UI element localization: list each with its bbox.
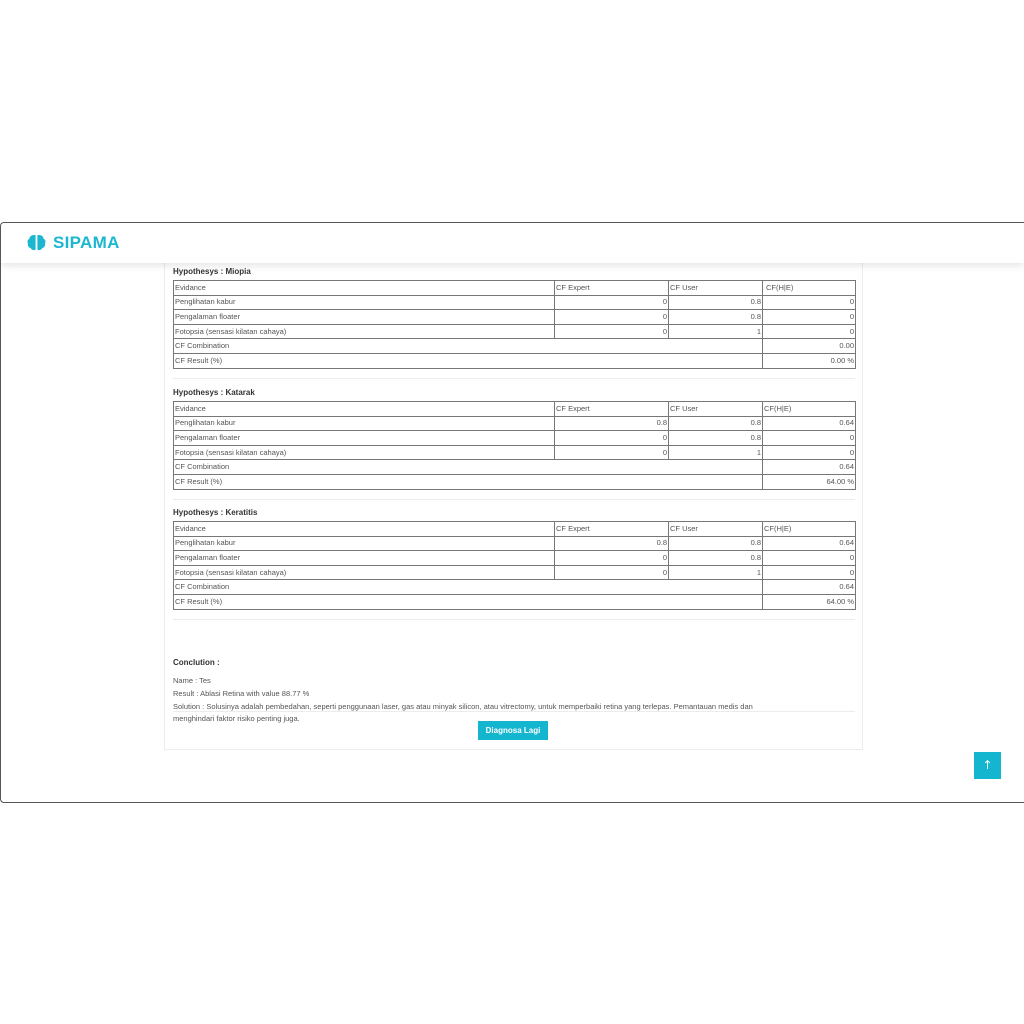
- cf-expert-cell: 0: [555, 445, 669, 460]
- cf-combination-label: CF Combination: [174, 339, 763, 354]
- divider: [173, 378, 855, 379]
- cf-expert-cell: 0: [555, 324, 669, 339]
- column-header: CF Expert: [555, 522, 669, 537]
- divider: [173, 619, 855, 620]
- cf-he-cell: 0: [763, 324, 856, 339]
- cf-expert-cell: 0: [555, 431, 669, 446]
- cf-he-cell: 0: [763, 431, 856, 446]
- table-row: [174, 295, 856, 310]
- cf-user-cell: 0.8: [669, 551, 763, 566]
- conclusion-solution-line-2: menghindari faktor risiko penting juga.: [173, 714, 300, 724]
- cf-he-cell: 0.64: [763, 416, 856, 431]
- cf-combination-value: 0.64: [763, 580, 856, 595]
- evidence-cell: Pengalaman floater: [174, 431, 555, 446]
- evidence-cell: Fotopsia (sensasi kilatan cahaya): [174, 445, 555, 460]
- evidence-cell: Pengalaman floater: [174, 310, 555, 325]
- cf-result-value: 0.00 %: [763, 353, 856, 368]
- hypothesis-section: [173, 267, 855, 369]
- browser-window: [0, 222, 1024, 803]
- evidence-cell: Fotopsia (sensasi kilatan cahaya): [174, 324, 555, 339]
- brand[interactable]: [27, 233, 120, 252]
- divider: [173, 499, 855, 500]
- table-row: [174, 324, 856, 339]
- table-row: [174, 551, 856, 566]
- cf-combination-label: CF Combination: [174, 580, 763, 595]
- column-header: CF User: [669, 522, 763, 537]
- scroll-to-top-button[interactable]: [974, 752, 1001, 779]
- table-header-row: [174, 522, 856, 537]
- column-header: Evidance: [174, 281, 555, 296]
- brand-name: SIPAMA: [53, 233, 120, 252]
- cf-combination-row: [174, 580, 856, 595]
- hypothesis-section: [173, 388, 855, 490]
- table-row: [174, 445, 856, 460]
- cf-result-row: [174, 353, 856, 368]
- table-row: [174, 416, 856, 431]
- conclusion-name: Name : Tes: [173, 676, 211, 685]
- hypothesis-section: [173, 508, 855, 610]
- column-header: Evidance: [174, 402, 555, 417]
- table-row: [174, 565, 856, 580]
- cf-user-cell: 1: [669, 445, 763, 460]
- hypothesis-title: Hypothesys : Katarak: [173, 388, 255, 397]
- cf-user-cell: 1: [669, 565, 763, 580]
- cf-expert-cell: 0: [555, 565, 669, 580]
- cf-expert-cell: 0: [555, 310, 669, 325]
- cf-user-cell: 0.8: [669, 431, 763, 446]
- cf-user-cell: 0.8: [669, 416, 763, 431]
- cf-combination-row: [174, 339, 856, 354]
- cf-result-value: 64.00 %: [763, 474, 856, 489]
- navbar: [1, 223, 1024, 263]
- column-header: CF User: [669, 281, 763, 296]
- hypothesis-table: [173, 521, 856, 610]
- arrow-up-icon: ↑: [982, 758, 993, 772]
- cf-user-cell: 0.8: [669, 310, 763, 325]
- evidence-cell: Fotopsia (sensasi kilatan cahaya): [174, 565, 555, 580]
- divider: [173, 711, 855, 712]
- cf-result-value: 64.00 %: [763, 594, 856, 609]
- cf-he-cell: 0: [763, 310, 856, 325]
- hypothesis-title: Hypothesys : Keratitis: [173, 508, 258, 517]
- table-header-row: [174, 281, 856, 296]
- cf-result-label: CF Result (%): [174, 474, 763, 489]
- column-header: Evidance: [174, 522, 555, 537]
- cf-he-cell: 0: [763, 295, 856, 310]
- cf-he-cell: 0.64: [763, 536, 856, 551]
- cf-user-cell: 0.8: [669, 536, 763, 551]
- conclusion-title: Conclution :: [173, 658, 220, 667]
- cf-combination-value: 0.00: [763, 339, 856, 354]
- cf-expert-cell: 0: [555, 551, 669, 566]
- column-header: CF Expert: [555, 402, 669, 417]
- evidence-cell: Pengalaman floater: [174, 551, 555, 566]
- hypothesis-table: [173, 280, 856, 369]
- table-row: [174, 536, 856, 551]
- hypothesis-title: Hypothesys : Miopia: [173, 267, 251, 276]
- cf-expert-cell: 0.8: [555, 416, 669, 431]
- evidence-cell: Penglihatan kabur: [174, 536, 555, 551]
- cf-result-label: CF Result (%): [174, 353, 763, 368]
- conclusion-result: Result : Ablasi Retina with value 88.77 %: [173, 688, 310, 698]
- cf-expert-cell: 0: [555, 295, 669, 310]
- conclusion-solution-line-1: Solution : Solusinya adalah pembedahan, seperti penggunaan laser, gas atau minyak silicon, atau vitrectomy, untuk memperbaiki retina yang terlepas. Pemantauan medis dan: [173, 701, 753, 711]
- cf-he-cell: 0: [763, 565, 856, 580]
- cf-user-cell: 0.8: [669, 295, 763, 310]
- diagnosis-result-card: [164, 263, 863, 750]
- cf-result-row: [174, 474, 856, 489]
- column-header: CF(H|E): [763, 522, 856, 537]
- table-header-row: [174, 402, 856, 417]
- cf-he-cell: 0: [763, 445, 856, 460]
- diagnosa-lagi-button[interactable]: Diagnosa Lagi: [478, 721, 548, 740]
- column-header: CF(H|E): [763, 281, 856, 296]
- cf-combination-label: CF Combination: [174, 460, 763, 475]
- cf-expert-cell: 0.8: [555, 536, 669, 551]
- cf-combination-row: [174, 460, 856, 475]
- evidence-cell: Penglihatan kabur: [174, 295, 555, 310]
- conclusion: [173, 658, 855, 726]
- cf-he-cell: 0: [763, 551, 856, 566]
- column-header: CF User: [669, 402, 763, 417]
- column-header: CF Expert: [555, 281, 669, 296]
- cf-result-label: CF Result (%): [174, 594, 763, 609]
- evidence-cell: Penglihatan kabur: [174, 416, 555, 431]
- column-header: CF(H|E): [763, 402, 856, 417]
- table-row: [174, 431, 856, 446]
- hypothesis-table: [173, 401, 856, 490]
- cf-combination-value: 0.64: [763, 460, 856, 475]
- cf-user-cell: 1: [669, 324, 763, 339]
- cf-result-row: [174, 594, 856, 609]
- brain-icon: [27, 234, 46, 251]
- table-row: [174, 310, 856, 325]
